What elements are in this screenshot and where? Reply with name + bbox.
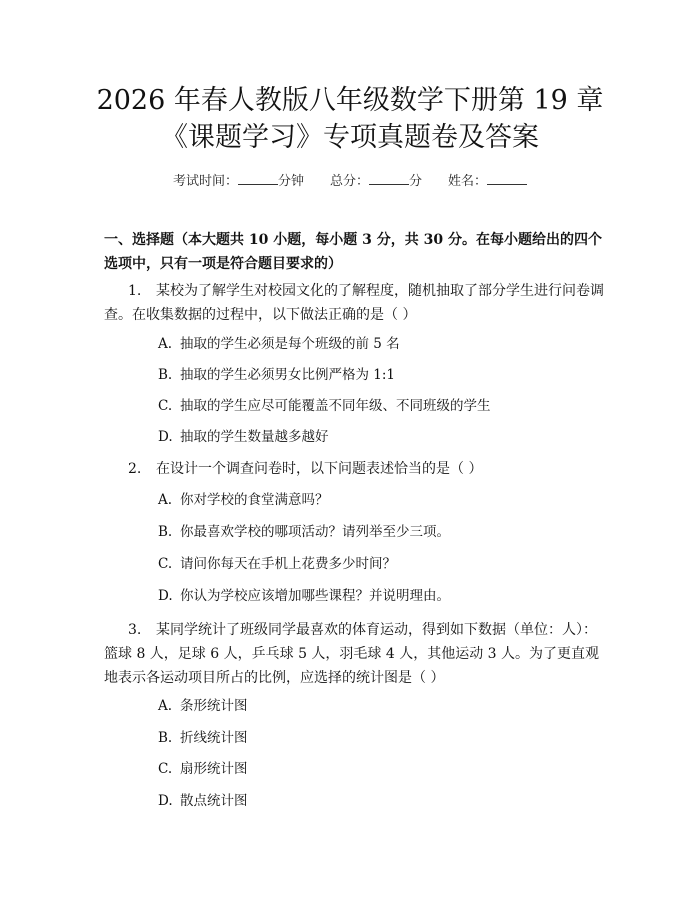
name-label: 姓名： [448, 174, 488, 189]
question-text: 某校为了解学生对校园文化的了解程度，随机抽取了部分学生进行问卷调查。在收集数据的过程中，以下做法正确的是（ ） [104, 283, 604, 323]
score-blank [369, 172, 409, 185]
name-blank [487, 172, 527, 185]
option-2d: D. 你认为学校应该增加哪些课程？并说明理由。 [158, 588, 450, 604]
score-label: 总分： [329, 174, 369, 189]
exam-time-blank [238, 172, 278, 185]
option-1c: C. 抽取的学生应尽可能覆盖不同年级、不同班级的学生 [158, 398, 491, 414]
section-heading-choice: 一、选择题（本大题共 10 小题，每小题 3 分，共 30 分。在每小题给出的四个选项中，只有一项是符合题目要求的） [104, 232, 602, 272]
exam-time-unit: 分钟 [277, 174, 304, 189]
page-title-line1: 2026 年春人教版八年级数学下册第 19 章 [96, 85, 604, 116]
option-3a: A. 条形统计图 [158, 698, 248, 714]
question-text: 某同学统计了班级同学最喜欢的体育运动，得到如下数据（单位：人）：篮球 8 人，足球 6 人，乒乓球 5 人，羽毛球 4 人，其他运动 3 人。为了更直观地表示各运动项目所占的比例，应选择的统计图是（ ） [104, 622, 600, 686]
option-1b: B. 抽取的学生必须男女比例严格为 1:1 [158, 367, 396, 383]
option-2c: C. 请问你每天在手机上花费多少时间？ [158, 556, 396, 572]
option-2a: A. 你对学校的食堂满意吗？ [158, 492, 329, 508]
question-number: 2. [128, 461, 142, 477]
question-1 [104, 279, 604, 327]
question-text: 在设计一个调查问卷时，以下问题表述恰当的是（ ） [156, 461, 483, 477]
exam-meta-line [0, 170, 700, 189]
question-number: 1. [128, 283, 142, 299]
option-3d: D. 散点统计图 [158, 793, 248, 809]
option-2b: B. 你最喜欢学校的哪项活动？请列举至少三项。 [158, 524, 450, 540]
question-3 [104, 618, 604, 690]
question-2 [104, 457, 604, 481]
exam-time-label: 考试时间： [172, 174, 238, 189]
score-unit: 分 [409, 174, 423, 189]
question-number: 3. [128, 622, 142, 638]
option-1d: D. 抽取的学生数量越多越好 [158, 429, 329, 445]
option-3c: C. 扇形统计图 [158, 761, 248, 777]
option-3b: B. 折线统计图 [158, 730, 248, 746]
page-title-line2: 《课题学习》专项真题卷及答案 [161, 122, 539, 153]
option-1a: A. 抽取的学生必须是每个班级的前 5 名 [158, 336, 400, 352]
